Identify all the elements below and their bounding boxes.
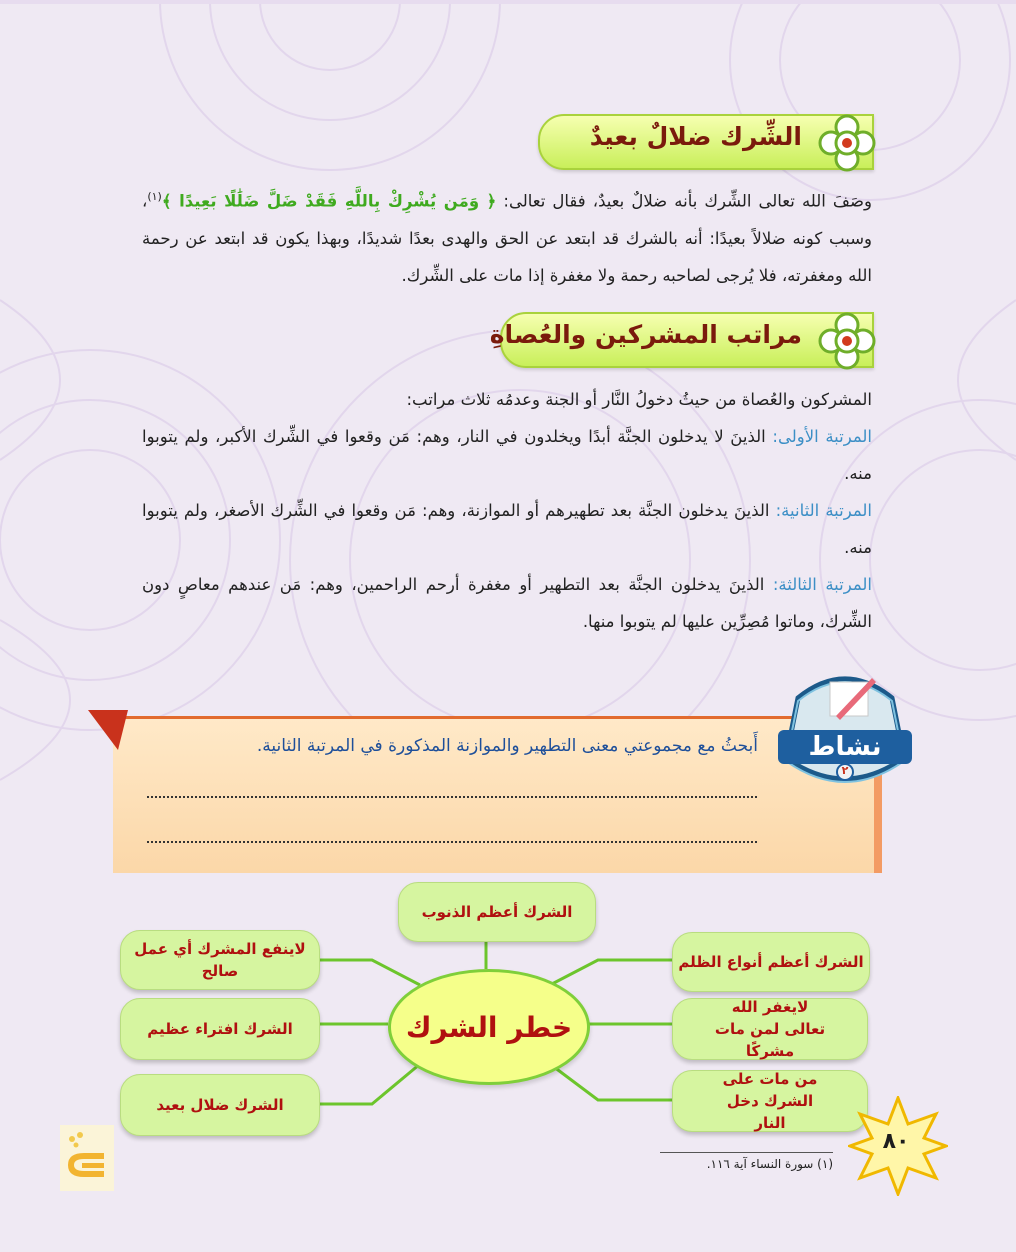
rank-3-label: المرتبة الثالثة: bbox=[772, 575, 872, 594]
activity-prompt: أَبحثُ مع مجموعتي معنى التطهير والموازنة المذكورة في المرتبة الثانية. bbox=[256, 736, 758, 756]
mindmap-left-node-1: لاينفع المشرك أي عمل صالح bbox=[120, 930, 320, 990]
rank-2-label: المرتبة الثانية: bbox=[775, 501, 873, 520]
rank-2-text: الذينَ يدخلون الجنَّة بعد تطهيرهم أو الموازنة، وهم: مَن وقعوا في الشِّرك الأصغر، ولم يتوبوا منه. bbox=[142, 501, 872, 557]
mindmap-top-node: الشرك أعظم الذنوب bbox=[398, 882, 596, 942]
mindmap-left-node-3: الشرك ضلال بعيد bbox=[120, 1074, 320, 1136]
rank-1-label: المرتبة الأولى: bbox=[772, 427, 873, 446]
section1-title: الشِّرك ضلالٌ بعيدٌ bbox=[589, 122, 802, 151]
page-number: ٨٠ bbox=[882, 1129, 910, 1154]
publisher-logo-icon bbox=[60, 1125, 114, 1191]
footnote-divider bbox=[660, 1152, 833, 1153]
activity-badge-label: نشاط bbox=[808, 732, 882, 762]
footnote-ref: (١) bbox=[147, 190, 162, 203]
quran-verse: ﴿ وَمَن يُشْرِكْ بِاللَّهِ فَقَدْ ضَلَّ ضَلَٰلًا بَعِيدًا ﴾ bbox=[161, 191, 497, 211]
mindmap-right-node-3: من مات على الشرك دخل النار bbox=[672, 1070, 868, 1132]
mindmap-right-node-2: لايغفر الله تعالى لمن مات مشركًا bbox=[672, 998, 868, 1060]
activity-badge-number: ٢ bbox=[841, 764, 849, 777]
rank-3-text: الذينَ يدخلون الجنَّة بعد التطهير أو مغفرة أرحم الراحمين، وهم: مَن عندهم معاصٍ دون الشِّرك، وماتوا مُصِرِّين عليها لم يتوبوا منها. bbox=[142, 575, 872, 631]
section2-intro: المشركون والعُصاة من حيثُ دخولُ النَّار أو الجنة وعدمُه ثلاث مراتب: bbox=[406, 390, 872, 409]
para-prefix: وصَفَ الله تعالى الشِّرك بأنه ضلالٌ بعيدٌ، فقال تعالى: bbox=[496, 191, 872, 211]
rank-1-text: الذينَ لا يدخلون الجنَّة أبدًا ويخلدون في النار، وهم: مَن وقعوا في الشِّرك الأكبر، ولم يتوبوا منه. bbox=[142, 427, 872, 483]
section2-title: مراتب المشركين والعُصاةِ bbox=[489, 320, 802, 349]
mindmap-left-node-2: الشرك افتراء عظيم bbox=[120, 998, 320, 1060]
para-suffix: ، وسبب كونه ضلالاً بعيدًا: أنه بالشرك قد ابتعد عن الحق والهدى بعدًا شديدًا، وبهذا يكون قد ابتعد عن رحمة الله ومغفرته، فلا يُرجى لصاحبه رحمة ولا مغفرة إذا مات على الشِّرك. bbox=[142, 191, 872, 285]
mindmap-center-node: خطر الشرك bbox=[388, 969, 590, 1085]
footnote: (١) سورة النساء آية ١١٦. bbox=[706, 1157, 833, 1171]
mindmap-right-node-1: الشرك أعظم أنواع الظلم bbox=[672, 932, 870, 992]
